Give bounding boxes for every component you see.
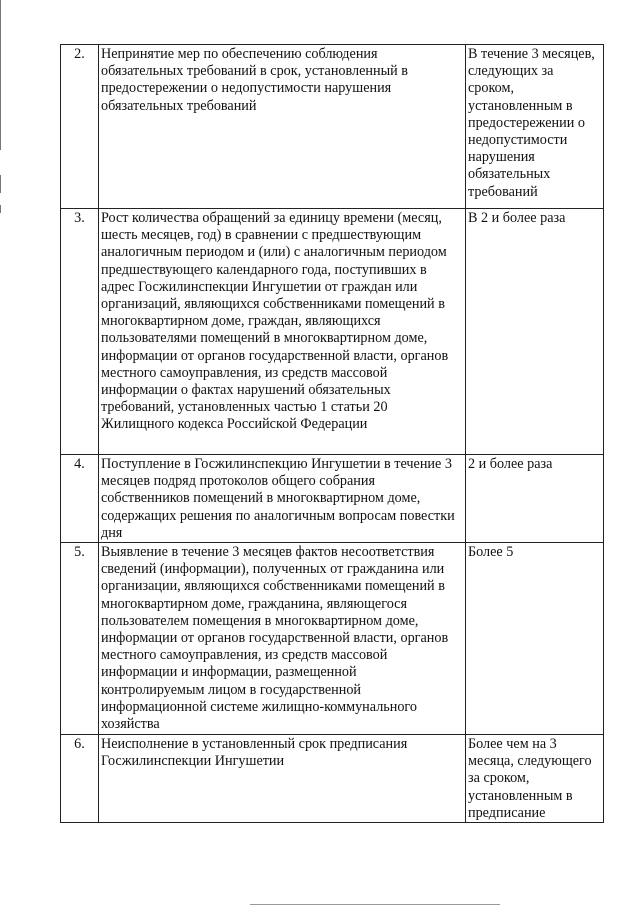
table-row xyxy=(61,543,604,735)
row-number: 6. xyxy=(61,735,99,823)
row-number: 5. xyxy=(61,543,99,735)
row-value: 2 и более раза xyxy=(466,455,604,543)
row-value: В течение 3 месяцев, следующих за сроком, установленным в предостережении о недопустимости нарушения обязательных требований xyxy=(466,45,604,209)
row-value: В 2 и более раза xyxy=(466,209,604,455)
table-row xyxy=(61,735,604,823)
scan-edge-mark xyxy=(0,175,1,193)
scan-edge-mark xyxy=(0,0,1,150)
row-number: 3. xyxy=(61,209,99,455)
criteria-table xyxy=(60,44,604,823)
table-row xyxy=(61,455,604,543)
table-row xyxy=(61,209,604,455)
row-number: 2. xyxy=(61,45,99,209)
row-number: 4. xyxy=(61,455,99,543)
scan-edge-mark xyxy=(0,205,1,213)
row-description: Непринятие мер по обеспечению соблюдения обязательных требований в срок, установленный в предостережении о недопустимости нарушения обязательных требований xyxy=(99,45,466,209)
row-description: Выявление в течение 3 месяцев фактов несоответствия сведений (информации), полученных от гражданина или организации, являющихся собственниками помещений в многоквартирном доме, гражданина, являющегося пользователем помещения в многоквартирном доме, информации от органов государственной власти, органов местного самоуправления, из средств массовой информации и информации, размещенной контролируемым лицом в государственной информационной системе жилищно-коммунального хозяйства xyxy=(99,543,466,735)
row-value: Более 5 xyxy=(466,543,604,735)
row-value: Более чем на 3 месяца, следующего за сроком, установленным в предписание xyxy=(466,735,604,823)
table-row xyxy=(61,45,604,209)
row-description: Поступление в Госжилинспекцию Ингушетии в течение 3 месяцев подряд протоколов общего собрания собственников помещений в многоквартирном доме, содержащих решения по аналогичным вопросам повестки дня xyxy=(99,455,466,543)
row-description: Неисполнение в установленный срок предписания Госжилинспекции Ингушетии xyxy=(99,735,466,823)
row-description: Рост количества обращений за единицу времени (месяц, шесть месяцев, год) в сравнении с предшествующим аналогичным периодом и (или) с аналогичным периодом предшествующего календарного года, поступивших в адрес Госжилинспекции Ингушетии от граждан или организаций, являющихся собственниками помещений в многоквартирном доме, граждан, являющихся пользователями помещений в многоквартирном доме, информации от органов государственной власти, органов местного самоуправления, из средств массовой информации о фактах нарушений обязательных требований, установленных частью 1 статьи 20 Жилищного кодекса Российской Федерации xyxy=(99,209,466,455)
